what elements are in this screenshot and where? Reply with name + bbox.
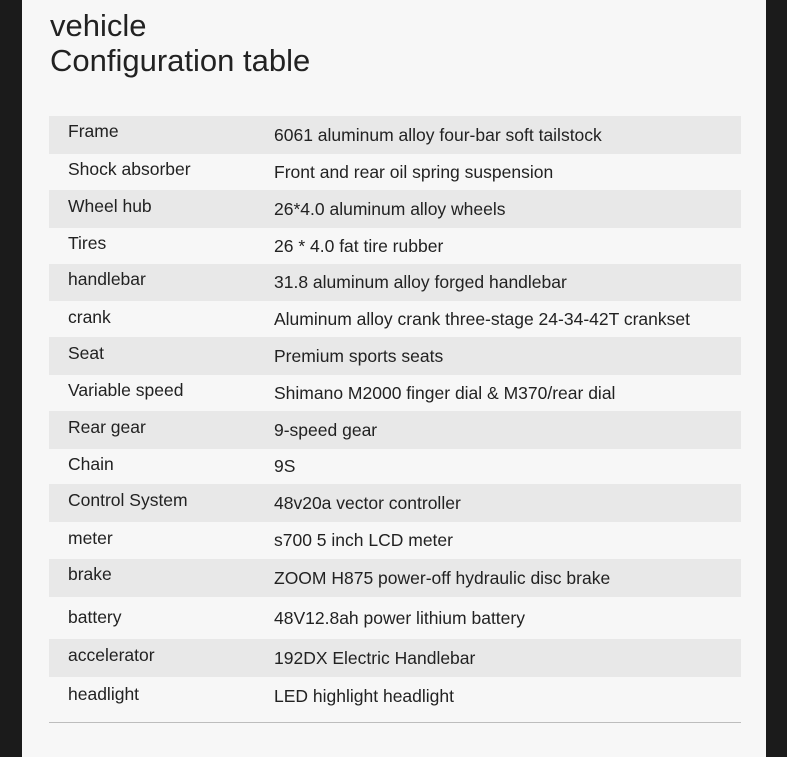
table-row: [49, 116, 741, 154]
spec-label: Chain: [68, 454, 114, 474]
table-row: [49, 337, 741, 375]
configuration-table: [49, 116, 741, 715]
table-row: [49, 154, 741, 190]
table-row: [49, 190, 741, 228]
table-row: [49, 301, 741, 337]
spec-value: 31.8 aluminum alloy forged handlebar: [274, 272, 567, 292]
spec-label: brake: [68, 563, 112, 584]
spec-value: 26 * 4.0 fat tire rubber: [274, 235, 444, 256]
table-row: [49, 411, 741, 449]
spec-sheet: [22, 0, 766, 757]
spec-value: Front and rear oil spring suspension: [274, 161, 554, 182]
spec-label: handlebar: [68, 269, 146, 289]
spec-label: Control System: [68, 489, 188, 510]
table-row: [49, 449, 741, 484]
spec-value: Shimano M2000 finger dial & M370/rear dial: [274, 382, 616, 403]
spec-label: Wheel hub: [68, 195, 152, 216]
spec-label: crank: [68, 306, 111, 327]
spec-label: meter: [68, 528, 113, 548]
spec-value: ZOOM H875 power-off hydraulic disc brake: [274, 567, 611, 588]
spec-value: 9S: [274, 456, 296, 476]
table-row: [49, 522, 741, 559]
table-row: [49, 677, 741, 715]
table-row: [49, 639, 741, 677]
title-line-2: Configuration table: [50, 43, 311, 78]
table-row: [49, 559, 741, 597]
spec-value: 48v20a vector controller: [274, 492, 461, 513]
spec-label: headlight: [68, 683, 140, 704]
spec-label: Tires: [68, 232, 107, 253]
table-row: [49, 375, 741, 411]
table-row: [49, 597, 741, 639]
spec-value: 26*4.0 aluminum alloy wheels: [274, 198, 506, 219]
table-row: [49, 228, 741, 264]
spec-label: Frame: [68, 120, 119, 141]
spec-value: 48V12.8ah power lithium battery: [274, 607, 525, 628]
spec-label: Variable speed: [68, 379, 184, 400]
spec-value: Premium sports seats: [274, 345, 444, 366]
spec-value: s700 5 inch LCD meter: [274, 530, 453, 550]
table-bottom-divider: [49, 722, 741, 723]
title-line-1: vehicle: [50, 8, 147, 43]
spec-value: LED highlight headlight: [274, 685, 454, 706]
spec-value: 6061 aluminum alloy four-bar soft tailstock: [274, 124, 602, 145]
table-row: [49, 484, 741, 522]
spec-label: accelerator: [68, 644, 155, 665]
spec-label: Rear gear: [68, 416, 146, 437]
spec-value: 192DX Electric Handlebar: [274, 647, 476, 668]
spec-label: battery: [68, 606, 122, 627]
page-title: [50, 8, 310, 78]
spec-value: 9-speed gear: [274, 419, 378, 440]
spec-value: Aluminum alloy crank three-stage 24-34-42T crankset: [274, 308, 690, 329]
spec-label: Shock absorber: [68, 158, 191, 179]
table-row: [49, 264, 741, 301]
spec-label: Seat: [68, 342, 104, 363]
